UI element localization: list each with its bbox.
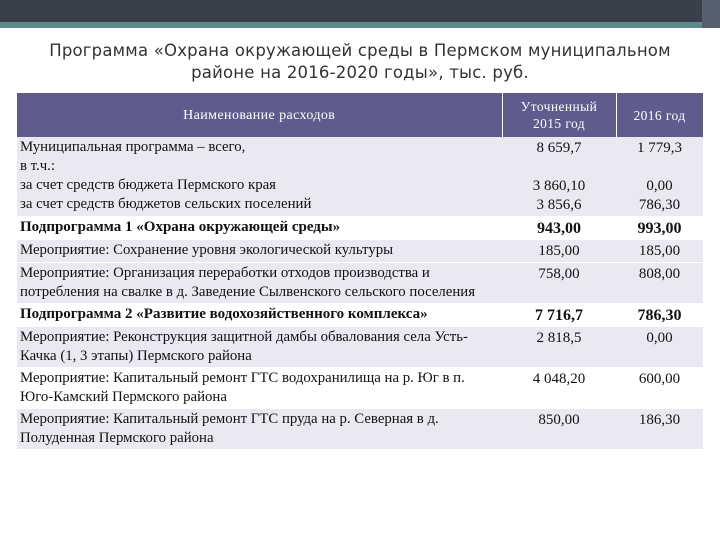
row-value-2015: [502, 137, 616, 217]
table-row: [17, 240, 703, 263]
value-line: 786,30: [638, 197, 681, 213]
row-name: Мероприятие: Реконструкция защитной дамбы обвалования села Усть-Качка (1, 3 этапы) Пермского района: [17, 327, 502, 368]
row-name-line: в т.ч.:: [20, 158, 55, 174]
row-name: Подпрограмма 1 «Охрана окружающей среды»: [17, 217, 502, 240]
row-value-2016: 808,00: [616, 263, 703, 304]
row-name-line: Муниципальная программа – всего,: [20, 139, 246, 155]
header-refined-2015-line2: 2015 год: [532, 116, 585, 131]
row-value-2016: 185,00: [616, 240, 703, 263]
row-value-2015: 943,00: [502, 217, 616, 240]
value-line: 8 659,7: [536, 140, 582, 156]
header-refined-2015-line1: Уточненный: [520, 99, 598, 114]
value-line: 3 860,10: [532, 178, 586, 194]
value-line: 0,00: [646, 178, 673, 194]
row-name: Мероприятие: Капитальный ремонт ГТС водохранилища на р. Юг в п. Юго-Камский Пермского района: [17, 368, 502, 409]
budget-table: [17, 93, 704, 450]
row-name: Мероприятие: Капитальный ремонт ГТС пруда на р. Северная в д. Полуденная Пермского района: [17, 409, 502, 450]
row-name-line: за счет средств бюджетов сельских поселений: [20, 196, 312, 212]
row-value-2015: 7 716,7: [502, 304, 616, 327]
row-name: Подпрограмма 2 «Развитие водохозяйственного комплекса»: [17, 304, 502, 327]
row-value-2015: 4 048,20: [502, 368, 616, 409]
value-line: 1 779,3: [637, 140, 682, 156]
header-band: [0, 0, 720, 22]
row-value-2015: 758,00: [502, 263, 616, 304]
slide-title-line-1: Программа «Охрана окружающей среды в Пермском муниципальном: [49, 41, 671, 60]
header-refined-2015: [502, 93, 616, 137]
table-row: [17, 137, 703, 217]
row-name: Мероприятие: Организация переработки отходов производства и потребления на свалке в д. Заведение Сылвенского сельского поселения: [17, 263, 502, 304]
row-value-2015: 2 818,5: [502, 327, 616, 368]
table-row: [17, 217, 703, 240]
value-line: 3 856,6: [536, 197, 582, 213]
slide-title-line-2: районе на 2016-2020 годы», тыс. руб.: [191, 63, 529, 82]
row-name-line: за счет средств бюджета Пермского края: [20, 177, 276, 193]
row-value-2016: 600,00: [616, 368, 703, 409]
table-row: [17, 304, 703, 327]
header-accent-stripe: [0, 22, 720, 28]
row-value-2016: 786,30: [616, 304, 703, 327]
row-value-2016: [616, 137, 703, 217]
table-row: [17, 368, 703, 409]
row-value-2016: 993,00: [616, 217, 703, 240]
header-corner-block: [702, 0, 720, 28]
row-value-2016: 186,30: [616, 409, 703, 450]
header-2016: 2016 год: [616, 93, 703, 137]
row-value-2016: 0,00: [616, 327, 703, 368]
table-row: [17, 327, 703, 368]
table-header-row: [17, 93, 703, 137]
row-name: [17, 137, 502, 217]
header-expense-name: Наименование расходов: [17, 93, 502, 137]
slide-title: [14, 40, 706, 84]
row-value-2015: 850,00: [502, 409, 616, 450]
table-row: [17, 263, 703, 304]
table-row: [17, 409, 703, 450]
row-value-2015: 185,00: [502, 240, 616, 263]
row-name: Мероприятие: Сохранение уровня экологической культуры: [17, 240, 502, 263]
